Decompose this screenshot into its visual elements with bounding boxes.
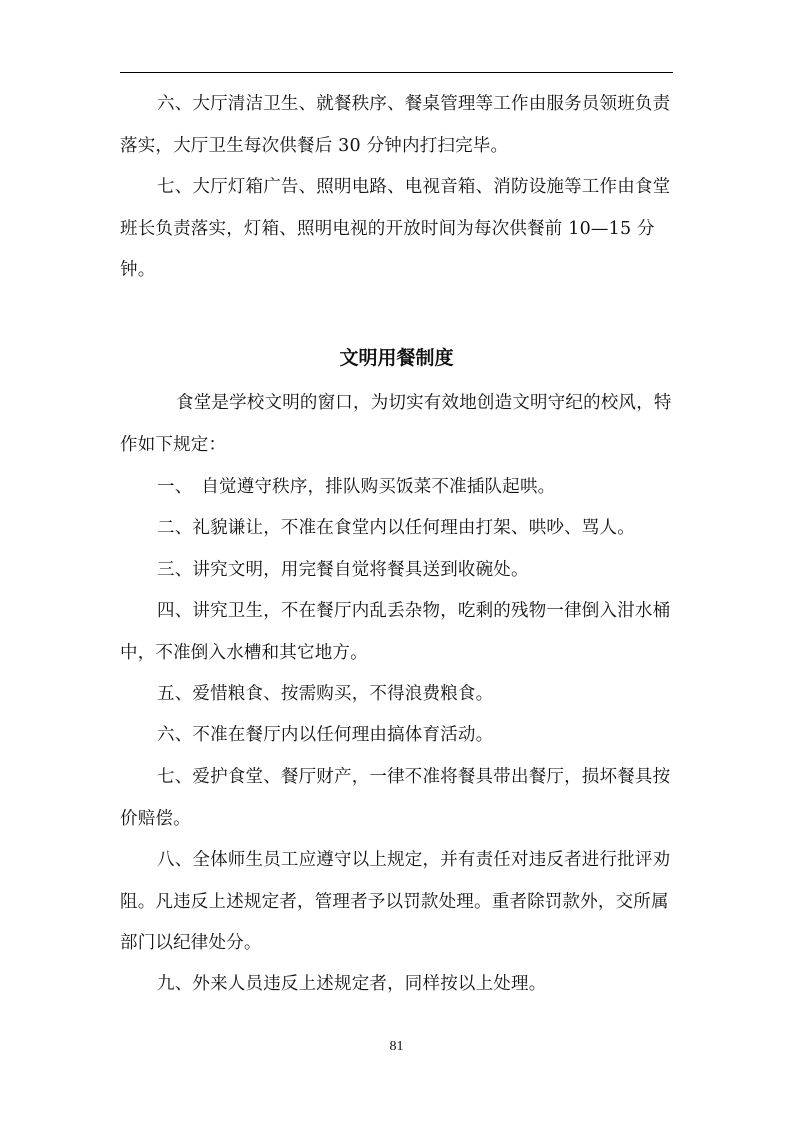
paragraph-lobby-lighting: 七、大厅灯箱广告、照明电路、电视音箱、消防设施等工作由食堂班长负责落实，灯箱、照明电视的开放时间为每次供餐前 10—15 分钟。 [120,177,671,280]
page-number: 81 [389,1039,404,1054]
section-title: 文明用餐制度 [339,347,454,369]
header-rule [120,72,673,73]
rule-item: 九、外来人员违反上述规定者，同样按以上处理。 [157,974,547,994]
rule-item: 八、全体师生员工应遵守以上规定，并有责任对违反者进行批评劝阻。凡违反上述规定者，管理者予以罚款处理。重者除罚款外，交所属部门以纪律处分。 [120,850,671,953]
rule-item: 五、爱惜粮食、按需购买，不得浪费粮食。 [157,684,494,704]
rule-item: 六、不准在餐厅内以任何理由搞体育活动。 [157,725,494,745]
paragraph-lobby-cleaning: 六、大厅清洁卫生、就餐秩序、餐桌管理等工作由服务员领班负责落实，大厅卫生每次供餐后 30 分钟内打扫完毕。 [120,94,671,156]
rule-item: 三、讲究文明，用完餐自觉将餐具送到收碗处。 [157,560,529,580]
rule-item: 一、 自觉遵守秩序，排队购买饭菜不准插队起哄。 [157,477,556,497]
intro-paragraph: 食堂是学校文明的窗口，为切实有效地创造文明守纪的校风，特作如下规定： [120,393,672,455]
rule-item: 四、讲究卫生，不在餐厅内乱丢杂物，吃剩的残物一律倒入泔水桶中，不准倒入水槽和其它地方。 [120,601,671,663]
rule-item: 二、礼貌谦让，不准在食堂内以任何理由打架、哄吵、骂人。 [157,518,635,538]
rule-item: 七、爱护食堂、餐厅财产，一律不准将餐具带出餐厅，损坏餐具按价赔偿。 [120,767,671,829]
